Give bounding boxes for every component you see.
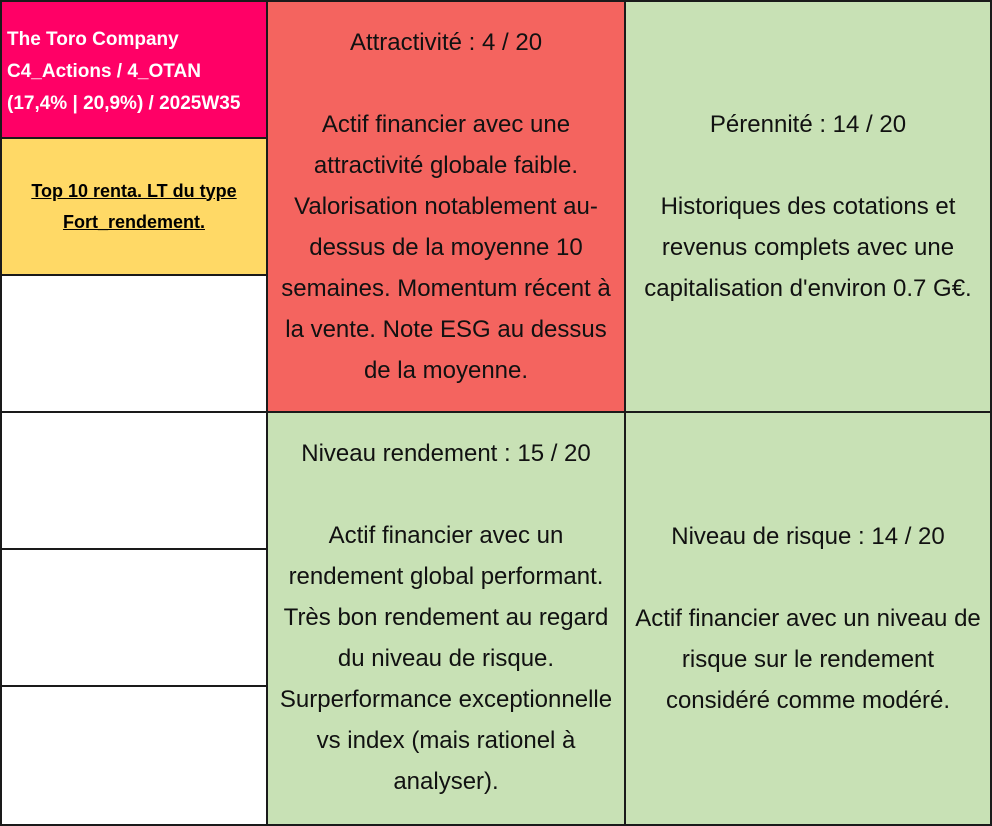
attractivite-desc-line: semaines. Momentum récent à <box>281 275 611 302</box>
rendement-desc-line: vs index (mais rationel à <box>316 727 576 754</box>
risque-desc-line: risque sur le rendement <box>681 646 935 673</box>
asset-name: The Toro Company <box>7 29 179 50</box>
perennite-desc-line: revenus complets avec une <box>661 234 955 261</box>
perennite-cell <box>624 0 992 413</box>
attractivite-desc-line: dessus de la moyenne 10 <box>309 234 583 261</box>
rendement-desc-line: du niveau de risque. <box>337 645 555 672</box>
risque-cell <box>624 411 992 826</box>
empty-cell-3 <box>0 548 268 687</box>
asset-category: C4_Actions / 4_OTAN <box>7 61 201 82</box>
perennite-desc-line: capitalisation d'environ 0.7 G€. <box>644 275 972 302</box>
attractivite-title: Attractivité : 4 / 20 <box>349 29 543 56</box>
attractivite-desc-line: de la moyenne. <box>363 357 529 384</box>
empty-cell-1 <box>0 274 268 413</box>
ranking-line-2: Fort_rendement. <box>62 211 205 232</box>
rendement-desc-line: Surperformance exceptionnelle <box>279 686 613 713</box>
risque-desc-line: considéré comme modéré. <box>665 687 951 714</box>
risque-title: Niveau de risque : 14 / 20 <box>671 523 945 550</box>
rendement-desc-line: rendement global performant. <box>288 563 604 590</box>
risque-desc-line: Actif financier avec un niveau de <box>635 605 981 632</box>
ranking-cell <box>0 137 268 276</box>
attractivite-desc-line: attractivité globale faible. <box>313 152 579 179</box>
rendement-desc-line: Actif financier avec un <box>328 522 564 549</box>
empty-cell-2 <box>0 411 268 550</box>
rendement-cell <box>266 411 626 826</box>
rendement-desc-line: analyser). <box>393 768 499 795</box>
perennite-desc-line: Historiques des cotations et <box>660 193 956 220</box>
asset-header-cell <box>0 0 268 139</box>
empty-cell-4 <box>0 685 268 826</box>
asset-stats: (17,4% | 20,9%) / 2025W35 <box>7 93 241 114</box>
ranking-line-1: Top 10 renta. LT du type <box>31 180 237 201</box>
rendement-title: Niveau rendement : 15 / 20 <box>301 440 591 467</box>
attractivite-desc-line: Actif financier avec une <box>321 111 571 138</box>
rendement-desc-line: Très bon rendement au regard <box>283 604 609 631</box>
attractivite-desc-line: Valorisation notablement au- <box>294 193 598 220</box>
perennite-title: Pérennité : 14 / 20 <box>709 111 907 138</box>
attractivite-desc-line: la vente. Note ESG au dessus <box>285 316 607 343</box>
attractivite-cell <box>266 0 626 413</box>
